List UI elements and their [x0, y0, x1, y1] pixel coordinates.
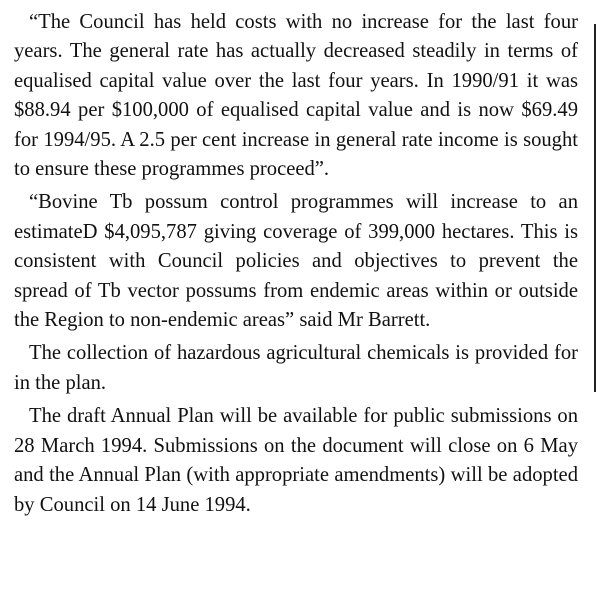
article-column — [14, 8, 578, 524]
paragraph-annual-plan: The draft Annual Plan will be available for public submissions on 28 March 1994. Submissions on the document will close on 6 May and the Annual Plan (with appropriate amendments) will be adopted by Council on 14 June 1994. — [14, 405, 578, 516]
paragraph-hazardous-chemicals: The collection of hazardous agricultural chemicals is provided for in the plan. — [14, 342, 578, 394]
paragraph-bovine-tb: “Bovine Tb possum control programmes will increase to an estimateD $4,095,787 giving coverage of 399,000 hectares. This is consistent with Council policies and objectives to prevent the spread of Tb vector possums from endemic areas within or outside the Region to non-endemic areas” said Mr Barrett. — [14, 191, 578, 332]
paragraph-council-costs: “The Council has held costs with no increase for the last four years. The general rate has actually decreased steadily in terms of equalised capital value over the last four years. In 1990/91 it was $88.94 per $100,000 of equalised capital value and is now $69.49 for 1994/95. A 2.5 per cent increase in general rate income is sought to ensure these programmes proceed”. — [14, 11, 578, 181]
column-divider — [594, 24, 596, 392]
